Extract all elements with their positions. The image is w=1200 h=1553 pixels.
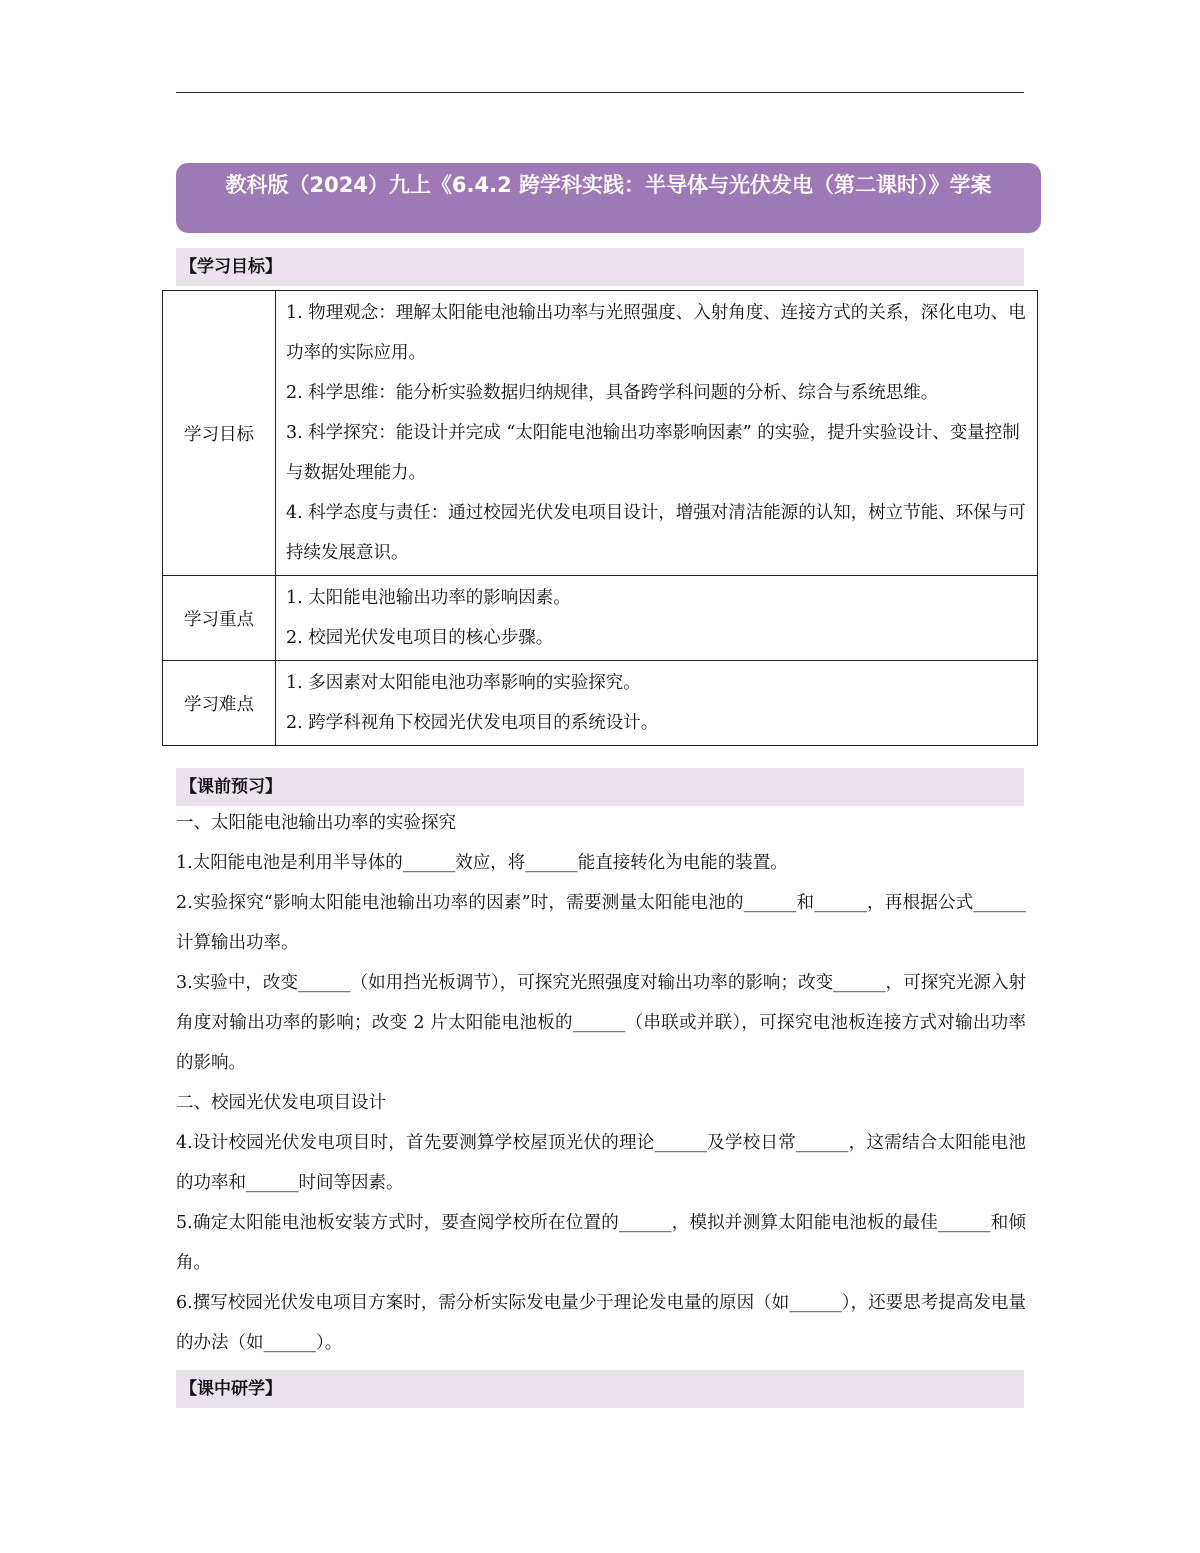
document-title: 教科版（2024）九上《6.4.2 跨学科实践：半导体与光伏发电（第二课时）》学案 <box>176 163 1041 233</box>
objective-line: 1. 物理观念：理解太阳能电池输出功率与光照强度、入射角度、连接方式的关系，深化电功、电功率的实际应用。 <box>286 303 1026 363</box>
table-row <box>163 576 1038 661</box>
key-point-line: 2. 校园光伏发电项目的核心步骤。 <box>286 628 554 648</box>
row-content <box>276 576 1038 661</box>
row-content <box>276 661 1038 746</box>
header-rule <box>176 92 1024 93</box>
row-label: 学习难点 <box>163 661 276 746</box>
table-row <box>163 291 1038 576</box>
table-row <box>163 661 1038 746</box>
section-heading-inclass: 【课中研学】 <box>176 1370 1024 1408</box>
preview-content <box>176 803 1026 1363</box>
objective-line: 2. 科学思维：能分析实验数据归纳规律，具备跨学科问题的分析、综合与系统思维。 <box>286 383 939 403</box>
preview-question: 4.设计校园光伏发电项目时，首先要测算学校屋顶光伏的理论______及学校日常______，这需结合太阳能电池的功率和______时间等因素。 <box>176 1133 1026 1193</box>
preview-subheading: 二、校园光伏发电项目设计 <box>176 1093 386 1113</box>
objective-line: 4. 科学态度与责任：通过校园光伏发电项目设计，增强对清洁能源的认知，树立节能、环保与可持续发展意识。 <box>286 503 1026 563</box>
section-heading-preview: 【课前预习】 <box>176 768 1024 806</box>
objective-line: 3. 科学探究：能设计并完成 “太阳能电池输出功率影响因素” 的实验，提升实验设计、变量控制与数据处理能力。 <box>286 423 1020 483</box>
objectives-table <box>162 290 1038 746</box>
preview-question: 6.撰写校园光伏发电项目方案时，需分析实际发电量少于理论发电量的原因（如______），还要思考提高发电量的办法（如______）。 <box>176 1293 1026 1353</box>
difficulty-line: 1. 多因素对太阳能电池功率影响的实验探究。 <box>286 673 641 693</box>
preview-subheading: 一、太阳能电池输出功率的实验探究 <box>176 813 456 833</box>
preview-question: 3.实验中，改变______（如用挡光板调节），可探究光照强度对输出功率的影响；改变______，可探究光源入射角度对输出功率的影响；改变 2 片太阳能电池板的______（串联或并联），可探究电池板连接方式对输出功率的影响。 <box>176 973 1026 1073</box>
preview-question: 5.确定太阳能电池板安装方式时，要查阅学校所在位置的______，模拟并测算太阳能电池板的最佳______和倾角。 <box>176 1213 1026 1273</box>
row-label: 学习重点 <box>163 576 276 661</box>
row-label: 学习目标 <box>163 291 276 576</box>
preview-question: 1.太阳能电池是利用半导体的______效应，将______能直接转化为电能的装置。 <box>176 853 788 873</box>
section-heading-objectives: 【学习目标】 <box>176 248 1024 286</box>
difficulty-line: 2. 跨学科视角下校园光伏发电项目的系统设计。 <box>286 713 659 733</box>
row-content <box>276 291 1038 576</box>
preview-question: 2.实验探究“影响太阳能电池输出功率的因素”时，需要测量太阳能电池的______和______，再根据公式______计算输出功率。 <box>176 893 1026 953</box>
key-point-line: 1. 太阳能电池输出功率的影响因素。 <box>286 588 571 608</box>
